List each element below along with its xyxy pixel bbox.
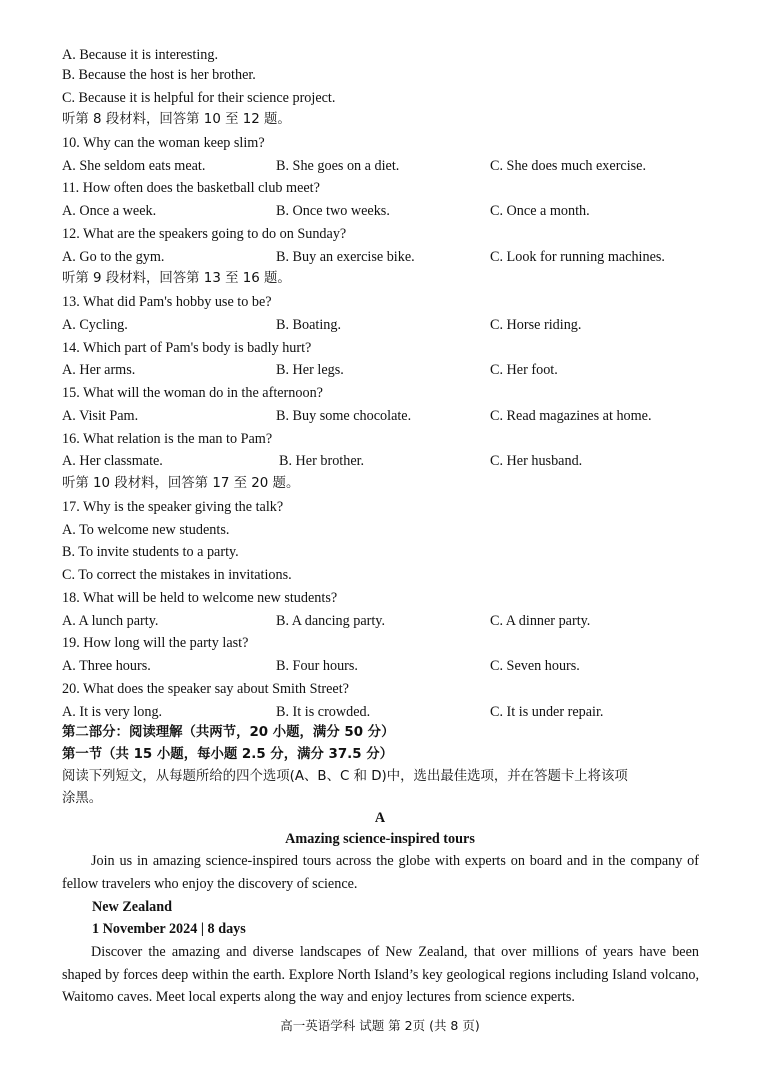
q12-option-a: A. Go to the gym. [62,249,165,265]
q15-option-a: A. Visit Pam. [62,408,139,424]
q13-option-b: B. Boating. [276,317,342,333]
q14-question: 14. Which part of Pam's body is badly hurt? [62,340,312,356]
passage-title: Amazing science-inspired tours [285,831,475,847]
q12-option-c: C. Look for running machines. [490,249,665,265]
q20-option-b: B. It is crowded. [276,704,371,720]
q20-option-a: A. It is very long. [62,704,163,720]
q17-question: 17. Why is the speaker giving the talk? [62,499,284,515]
q12-option-b: B. Buy an exercise bike. [276,249,415,265]
part2-heading: 第二部分：阅读理解（共两节，20 小题，满分 50 分） [62,725,395,740]
intro-paragraph: Join us in amazing science-inspired tours across the globe with experts on board and in the company of fellow travelers who enjoy the discovery of science. [62,853,699,892]
tour1-date: 1 November 2024 | 8 days [92,921,246,937]
q20-question: 20. What does the speaker say about Smith Street? [62,681,349,697]
tour1-description: Discover the amazing and diverse landscapes of New Zealand, that over millions of years have been shaped by forces deep within the earth. Explore North Island’s key geological regions including Island volcano, Waitomo caves. Meet local experts along the way and enjoy lectures from science experts. [62,944,699,1006]
section1-heading: 第一节（共 15 小题，每小题 2.5 分，满分 37.5 分） [62,747,394,762]
q14-option-b: B. Her legs. [276,362,344,378]
section10-intro: 听第 10 段材料，回答第 17 至 20 题。 [62,476,300,491]
q15-option-c: C. Read magazines at home. [490,408,652,424]
instructions-line1: 阅读下列短文，从每题所给的四个选项(A、B、C 和 D)中，选出最佳选项，并在答题卡上将该项 [62,769,628,784]
q18-option-a: A. A lunch party. [62,613,159,629]
q10-option-b: B. She goes on a diet. [276,158,400,174]
section8-intro: 听第 8 段材料，回答第 10 至 12 题。 [62,112,291,127]
page-footer: 高一英语学科 试题 第 2页 (共 8 页) [280,1018,480,1033]
q19-option-a: A. Three hours. [62,658,151,674]
q17-option-b: B. To invite students to a party. [62,544,239,560]
q11-option-a: A. Once a week. [62,203,157,219]
q11-question: 11. How often does the basketball club meet? [62,180,320,196]
q9-option-b: B. Because the host is her brother. [62,67,256,83]
q14-option-c: C. Her foot. [490,362,558,378]
q18-option-c: C. A dinner party. [490,613,591,629]
q17-option-a: A. To welcome new students. [62,522,230,538]
q14-option-a: A. Her arms. [62,362,136,378]
q18-question: 18. What will be held to welcome new students? [62,590,338,606]
q18-option-b: B. A dancing party. [276,613,386,629]
q16-option-c: C. Her husband. [490,453,583,469]
q20-option-c: C. It is under repair. [490,704,604,720]
q10-question: 10. Why can the woman keep slim? [62,135,265,151]
q11-option-b: B. Once two weeks. [276,203,390,219]
q9-option-a: A. Because it is interesting. [62,47,219,63]
q11-option-c: C. Once a month. [490,203,590,219]
passage-letter: A [374,810,386,826]
tour1-name: New Zealand [92,899,173,915]
q15-option-b: B. Buy some chocolate. [276,408,412,424]
q10-option-c: C. She does much exercise. [490,158,647,174]
q10-option-a: A. She seldom eats meat. [62,158,206,174]
section9-intro: 听第 9 段材料，回答第 13 至 16 题。 [62,271,291,286]
q17-option-c: C. To correct the mistakes in invitations. [62,567,292,583]
q13-question: 13. What did Pam's hobby use to be? [62,294,272,310]
q16-option-a: A. Her classmate. [62,453,163,469]
q16-option-b: B. Her brother. [279,453,365,469]
q15-question: 15. What will the woman do in the afternoon? [62,385,323,401]
instructions-line2: 涂黑。 [62,791,103,806]
q19-question: 19. How long will the party last? [62,635,249,651]
q12-question: 12. What are the speakers going to do on Sunday? [62,226,347,242]
q19-option-c: C. Seven hours. [490,658,580,674]
q9-option-c: C. Because it is helpful for their science project. [62,90,336,106]
q13-option-a: A. Cycling. [62,317,128,333]
q19-option-b: B. Four hours. [276,658,358,674]
q13-option-c: C. Horse riding. [490,317,582,333]
q16-question: 16. What relation is the man to Pam? [62,431,273,447]
